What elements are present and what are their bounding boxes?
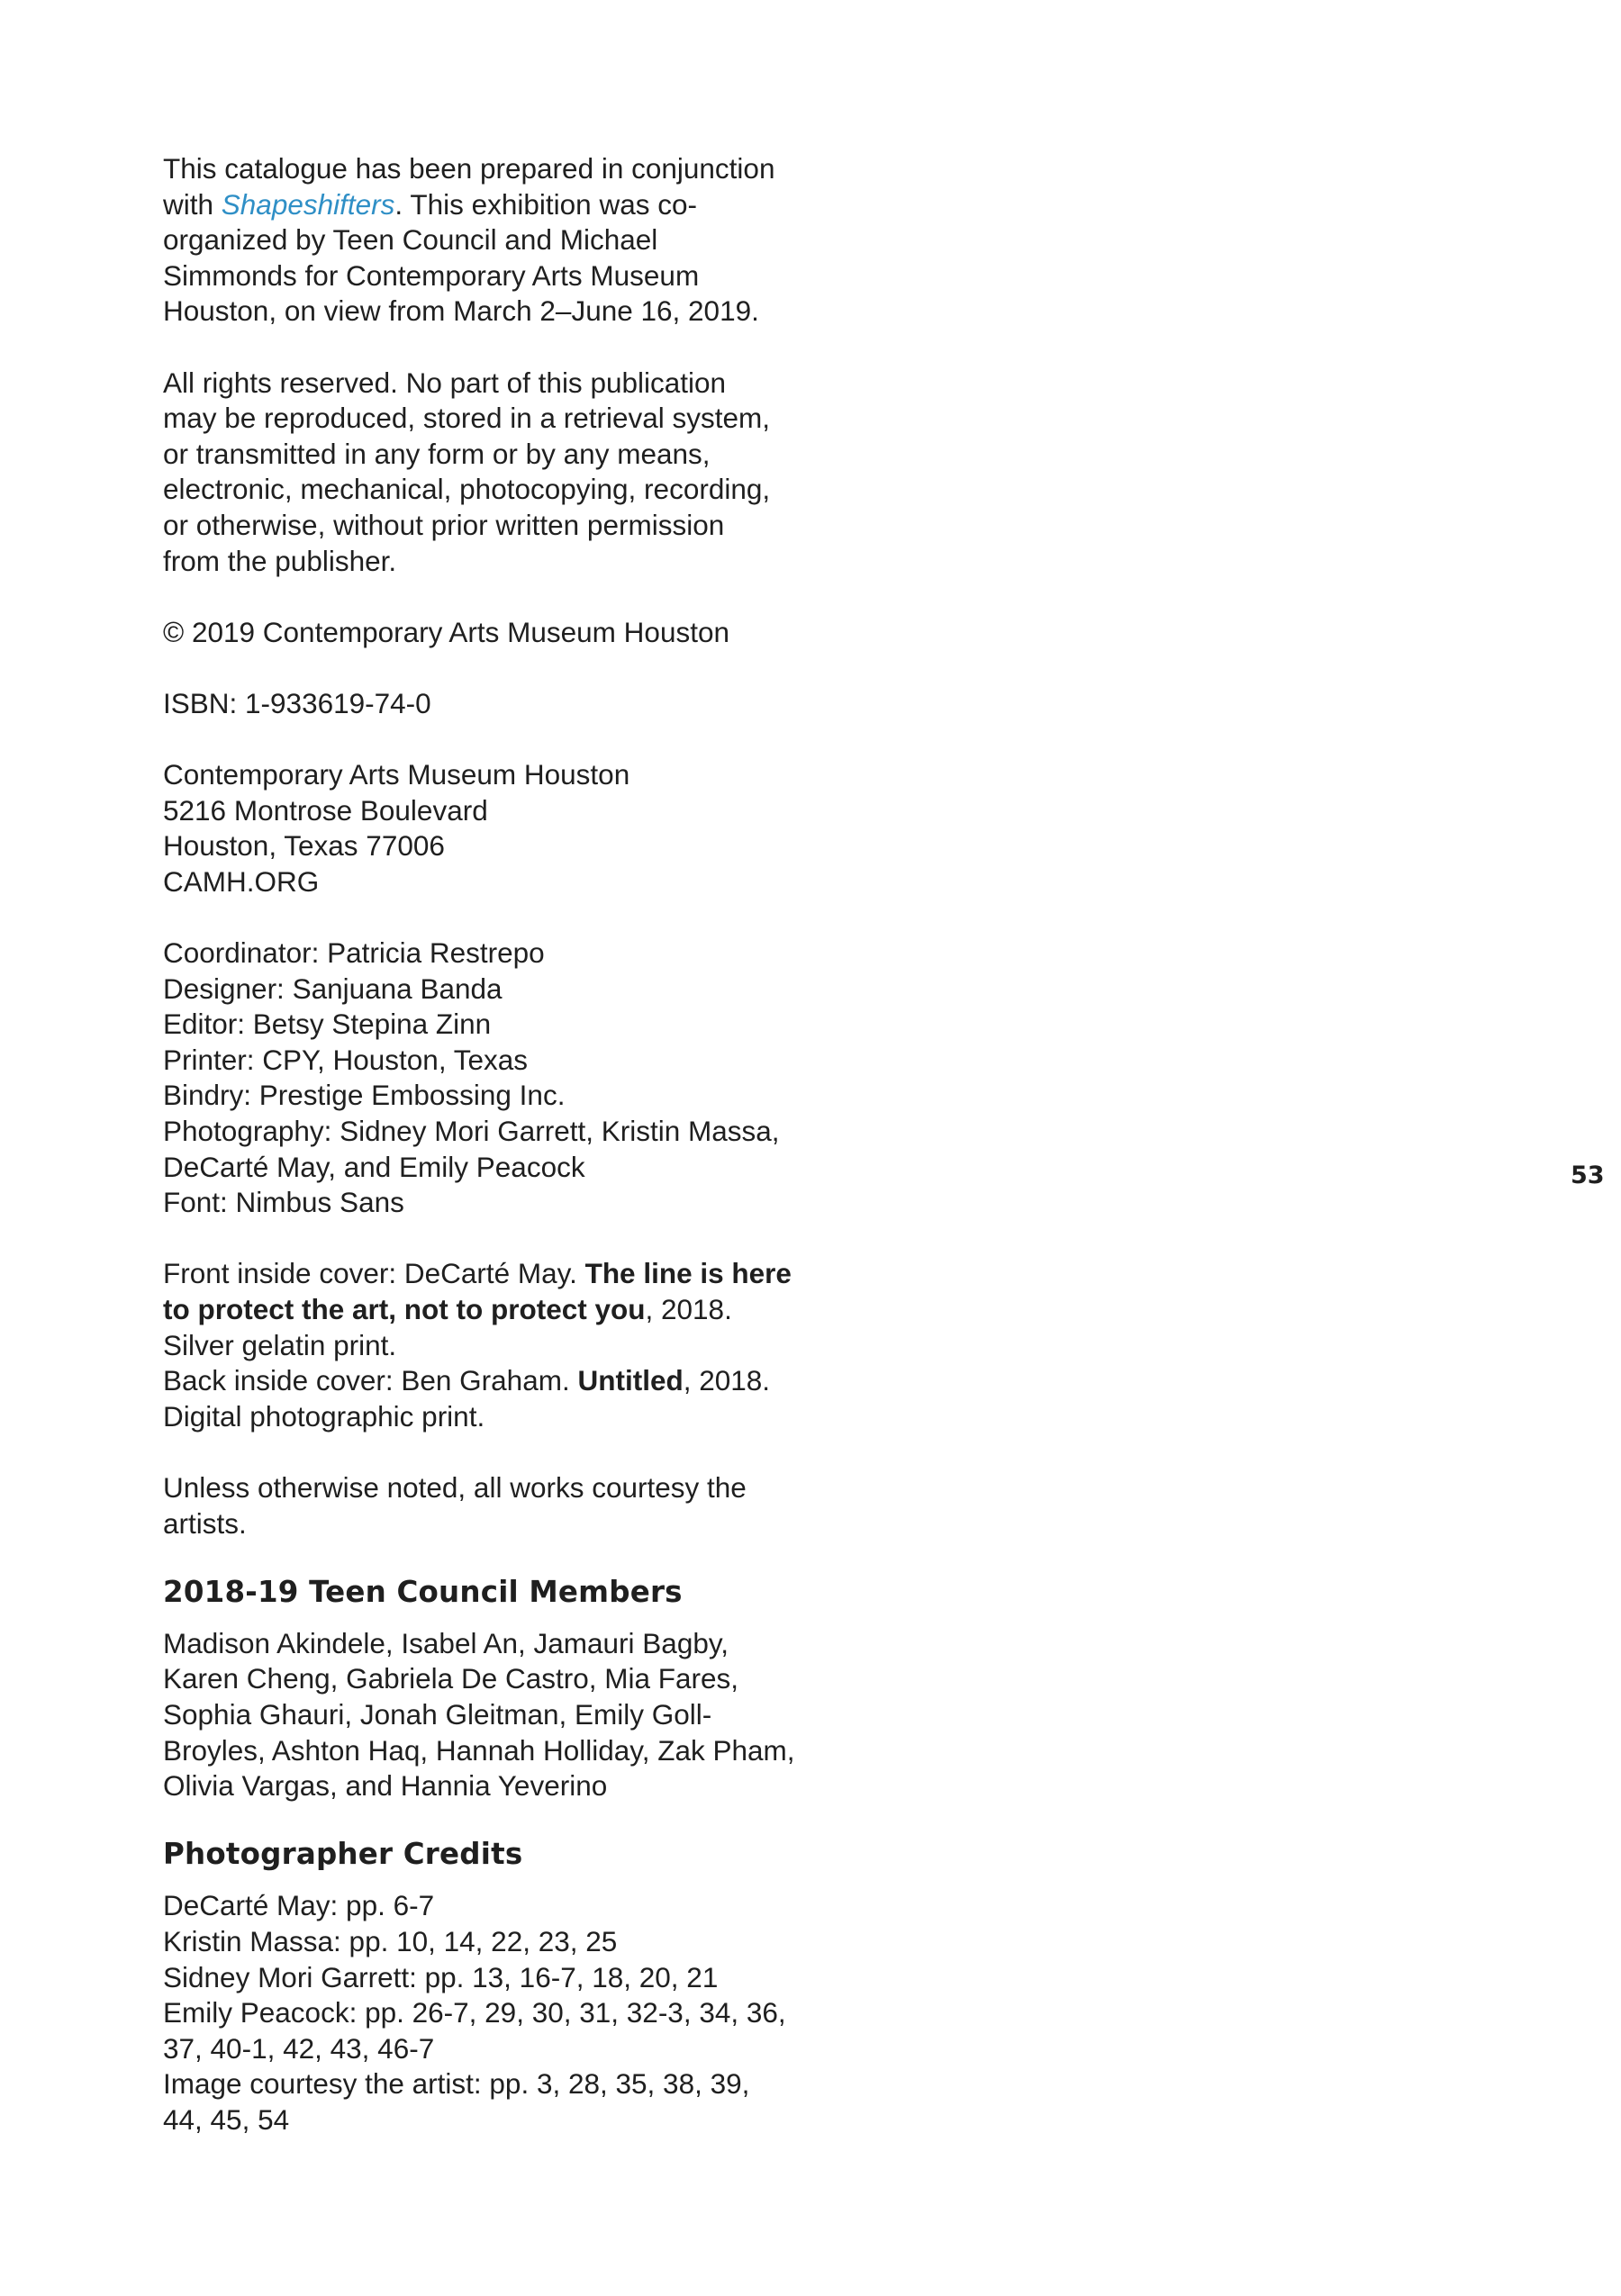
photo-credit-line: 44, 45, 54 <box>163 2102 290 2136</box>
member-line: Broyles, Ashton Haq, Hannah Holliday, Zak Pham, <box>163 1733 795 1767</box>
credit-line: Printer: CPY, Houston, Texas <box>163 1043 529 1076</box>
cover-text: Front inside cover: DeCarté May. <box>163 1257 585 1290</box>
intro-paragraph <box>163 151 829 330</box>
address-line: Houston, Texas 77006 <box>163 829 445 863</box>
rights-line: may be reproduced, stored in a retrieval system, <box>163 402 771 435</box>
credit-line: Font: Nimbus Sans <box>163 1186 404 1219</box>
cover-text: , 2018. <box>645 1293 732 1325</box>
cover-text: Back inside cover: Ben Graham. <box>163 1364 578 1397</box>
photographer-credits-heading: Photographer Credits <box>163 1837 523 1872</box>
intro-line: Houston, on view from March 2–June 16, 2019. <box>163 294 759 328</box>
courtesy-line: Unless otherwise noted, all works courtesy the <box>163 1470 747 1504</box>
production-credits <box>163 936 829 1221</box>
isbn-line: ISBN: 1-933619-74-0 <box>163 686 431 719</box>
cover-line <box>163 1256 829 1292</box>
intro-line: organized by Teen Council and Michael <box>163 223 658 257</box>
isbn <box>163 686 829 722</box>
photographer-credits-list <box>163 1888 829 2138</box>
member-line: Madison Akindele, Isabel An, Jamauri Bagby, <box>163 1626 729 1659</box>
rights-line: All rights reserved. No part of this publication <box>163 366 727 399</box>
rights-line: electronic, mechanical, photocopying, recording, <box>163 473 771 506</box>
cover-line: Silver gelatin print. <box>163 1328 397 1361</box>
back-cover-title: Untitled <box>577 1364 684 1397</box>
credit-line: Coordinator: Patricia Restrepo <box>163 936 545 970</box>
front-cover-title: to protect the art, not to protect you <box>163 1293 646 1325</box>
courtesy-note <box>163 1470 829 1541</box>
photo-credit-line: Sidney Mori Garrett: pp. 13, 16-7, 18, 20, 21 <box>163 1960 719 1993</box>
photo-credit-line: DeCarté May: pp. 6-7 <box>163 1889 435 1922</box>
credit-line: Designer: Sanjuana Banda <box>163 972 503 1005</box>
museum-address <box>163 757 829 899</box>
member-line: Sophia Ghauri, Jonah Gleitman, Emily Goll- <box>163 1697 712 1731</box>
copyright-line: © 2019 Contemporary Arts Museum Houston <box>163 615 730 648</box>
address-line: CAMH.ORG <box>163 864 320 898</box>
cover-credits <box>163 1256 829 1434</box>
cover-text: , 2018. <box>683 1364 771 1397</box>
photo-credit-line: 37, 40-1, 42, 43, 46-7 <box>163 2031 435 2065</box>
teen-council-heading: 2018-19 Teen Council Members <box>163 1574 683 1609</box>
credit-line: Editor: Betsy Stepina Zinn <box>163 1008 492 1041</box>
exhibition-title: Shapeshifters <box>221 187 395 221</box>
member-line: Karen Cheng, Gabriela De Castro, Mia Fares, <box>163 1662 739 1695</box>
credit-line: DeCarté May, and Emily Peacock <box>163 1150 585 1183</box>
photo-credit-line: Image courtesy the artist: pp. 3, 28, 35, 38, 39, <box>163 2067 750 2101</box>
intro-text: with <box>163 187 222 221</box>
cover-line <box>163 1292 829 1328</box>
courtesy-line: artists. <box>163 1506 247 1540</box>
rights-line: or transmitted in any form or by any means, <box>163 437 711 470</box>
rights-line: from the publisher. <box>163 544 397 577</box>
intro-line: This catalogue has been prepared in conjunction <box>163 152 775 185</box>
rights-line: or otherwise, without prior written permission <box>163 508 725 541</box>
member-line: Olivia Vargas, and Hannia Yeverino <box>163 1769 608 1803</box>
intro-line <box>163 187 829 223</box>
cover-line <box>163 1363 829 1399</box>
page-number: 53 <box>1571 1162 1605 1189</box>
credit-line: Photography: Sidney Mori Garrett, Kristin Massa, <box>163 1115 780 1148</box>
credit-line: Bindry: Prestige Embossing Inc. <box>163 1079 566 1112</box>
address-line: 5216 Montrose Boulevard <box>163 793 488 827</box>
rights-paragraph <box>163 366 829 580</box>
copyright-notice <box>163 615 829 651</box>
intro-line: Simmonds for Contemporary Arts Museum <box>163 258 700 292</box>
photo-credit-line: Kristin Massa: pp. 10, 14, 22, 23, 25 <box>163 1924 618 1957</box>
teen-council-members <box>163 1626 829 1804</box>
front-cover-title: The line is here <box>584 1257 792 1290</box>
address-line: Contemporary Arts Museum Houston <box>163 758 630 791</box>
intro-text: . This exhibition was co- <box>394 187 697 221</box>
colophon-column <box>163 151 829 2174</box>
photo-credit-line: Emily Peacock: pp. 26-7, 29, 30, 31, 32-3, 34, 36, <box>163 1996 786 2029</box>
cover-line: Digital photographic print. <box>163 1399 485 1433</box>
